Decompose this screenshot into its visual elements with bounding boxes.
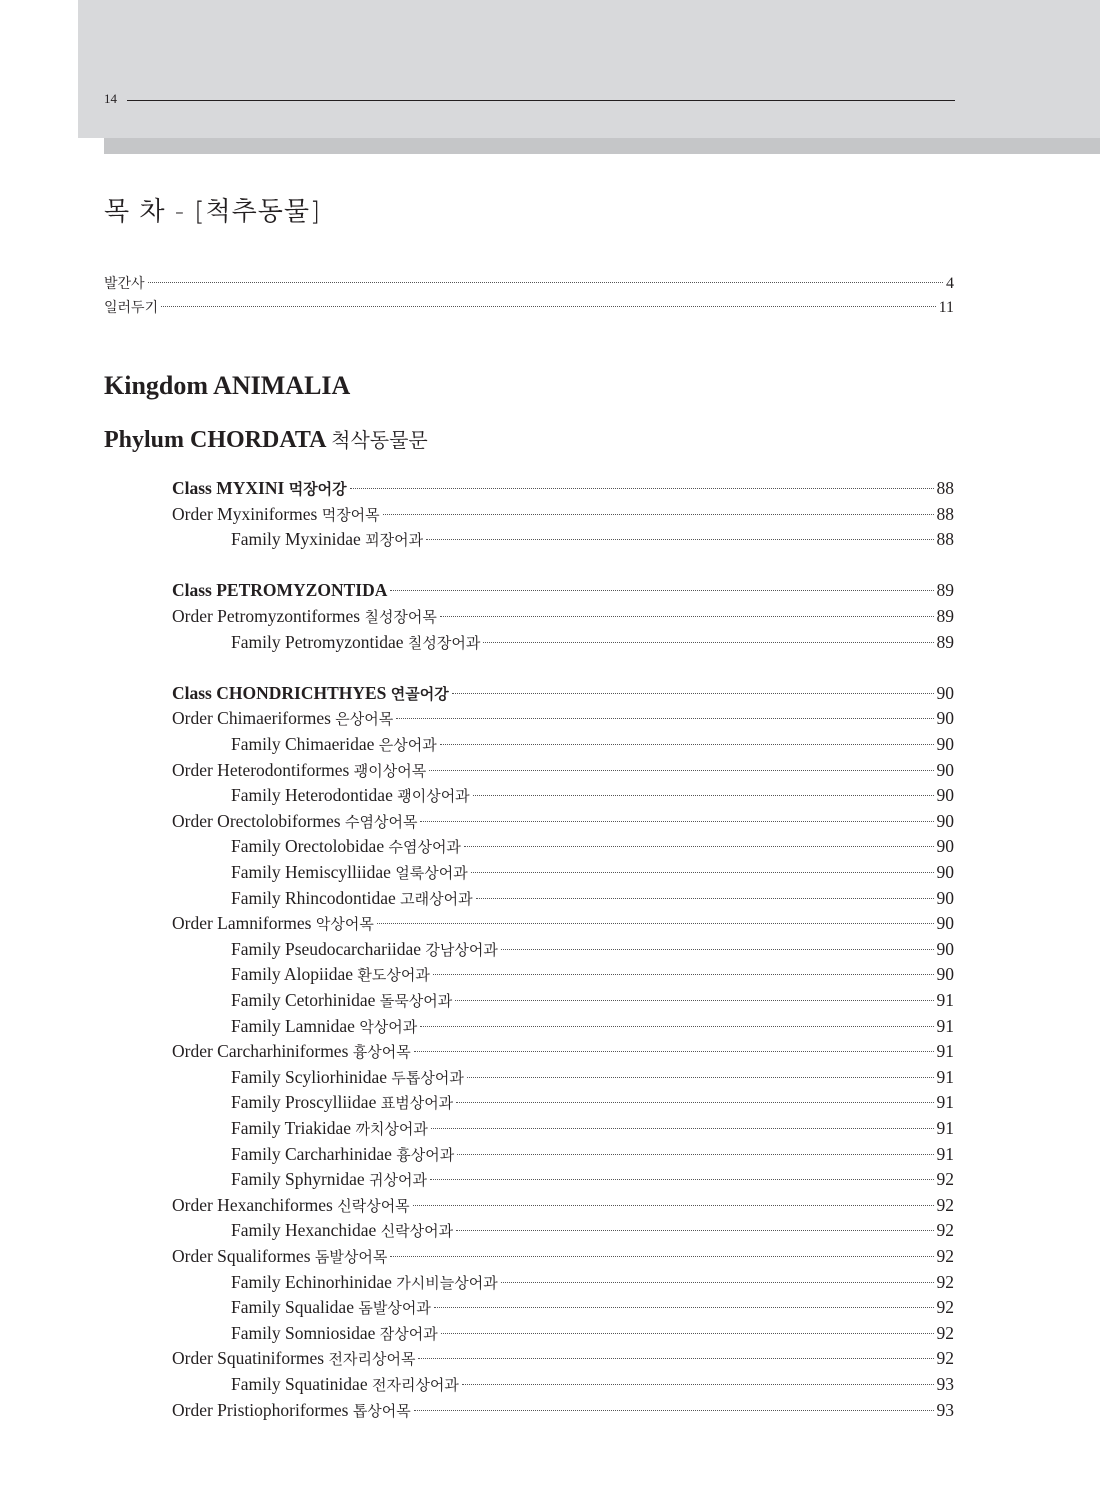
- dot-leader: [434, 1307, 934, 1308]
- toc-page: 89: [936, 580, 954, 600]
- toc-page: 92: [936, 1195, 954, 1215]
- toc-entry[interactable]: [231, 1372, 954, 1396]
- dot-leader: [456, 1102, 933, 1103]
- toc-page: 90: [936, 836, 954, 856]
- toc-entry-foreword[interactable]: [104, 272, 954, 296]
- toc-label: [172, 809, 417, 834]
- dot-leader: [462, 1384, 934, 1385]
- phylum-name: Phylum CHORDATA: [104, 427, 326, 453]
- toc-page: 91: [936, 1016, 954, 1036]
- taxon-korean-name: 연골어강: [390, 685, 449, 703]
- kingdom-heading: Kingdom ANIMALIA: [104, 371, 351, 400]
- taxon-name: Class PETROMYZONTIDA: [172, 580, 388, 600]
- toc-page: 90: [936, 785, 954, 805]
- toc-label: [231, 1295, 431, 1320]
- toc-page: 92: [936, 1246, 954, 1266]
- toc-label: [231, 1218, 453, 1243]
- toc-label: [231, 988, 452, 1013]
- toc-page: 90: [936, 888, 954, 908]
- taxon-name: Class MYXINI: [172, 478, 285, 498]
- toc-page: 90: [936, 862, 954, 882]
- taxon-korean-name: 칠성장어과: [407, 634, 481, 652]
- toc-entry[interactable]: [172, 1398, 954, 1422]
- dot-leader: [396, 718, 933, 719]
- toc-page: 88: [936, 504, 954, 524]
- toc-label: [231, 732, 437, 757]
- taxon-korean-name: 잠상어과: [379, 1325, 438, 1343]
- toc-page: 92: [936, 1272, 954, 1292]
- taxon-name: Family Chimaeridae: [231, 734, 375, 754]
- toc-entry[interactable]: [172, 604, 954, 628]
- dot-leader: [390, 590, 933, 591]
- phylum-korean: 척삭동물문: [331, 428, 428, 452]
- taxon-korean-name: 흉상어목: [352, 1043, 411, 1061]
- toc-entry[interactable]: [172, 1193, 954, 1217]
- toc-entry[interactable]: [231, 783, 954, 807]
- toc-page: 91: [936, 990, 954, 1010]
- taxon-korean-name: 돔발상어목: [314, 1248, 388, 1266]
- toc-entry[interactable]: [172, 758, 954, 782]
- toc-entry[interactable]: [231, 1065, 954, 1089]
- dot-leader: [452, 693, 934, 694]
- taxon-korean-name: 신락상어과: [380, 1222, 454, 1240]
- toc-entry[interactable]: [231, 527, 954, 551]
- toc-entry[interactable]: [172, 681, 954, 705]
- taxon-korean-name: 표범상어과: [380, 1094, 454, 1112]
- toc-entry[interactable]: [231, 1090, 954, 1114]
- dot-leader: [418, 1358, 933, 1359]
- taxon-korean-name: 얼룩상어과: [395, 864, 468, 882]
- toc-label: [172, 911, 374, 936]
- toc-label: [172, 1193, 410, 1218]
- toc-label: [231, 527, 423, 552]
- toc-label: [231, 1321, 438, 1346]
- toc-entry[interactable]: [172, 706, 954, 730]
- toc-label: [231, 886, 473, 911]
- taxon-name: Family Triakidae: [231, 1118, 352, 1138]
- toc-page: 91: [936, 1092, 954, 1112]
- taxon-name: Family Somniosidae: [231, 1323, 376, 1343]
- dot-leader: [420, 821, 933, 822]
- taxon-korean-name: 흉상어과: [396, 1146, 455, 1164]
- dot-leader: [429, 770, 933, 771]
- taxon-name: Family Rhincodontidae: [231, 888, 396, 908]
- dot-leader: [414, 1051, 934, 1052]
- toc-entry[interactable]: [231, 937, 954, 961]
- toc-label: [231, 1167, 427, 1192]
- toc-page: 91: [936, 1067, 954, 1087]
- taxon-name: Family Echinorhinidae: [231, 1272, 392, 1292]
- toc-page: 90: [936, 939, 954, 959]
- taxon-name: Family Carcharhinidae: [231, 1144, 392, 1164]
- taxon-name: Family Lamnidae: [231, 1016, 355, 1036]
- toc-page: 89: [936, 632, 954, 652]
- dot-leader: [464, 846, 934, 847]
- taxon-name: Order Chimaeriformes: [172, 708, 331, 728]
- taxon-name: Family Cetorhinidae: [231, 990, 376, 1010]
- phylum-heading: [104, 424, 428, 454]
- toc-page: 92: [936, 1323, 954, 1343]
- taxon-name: Family Squalidae: [231, 1297, 354, 1317]
- toc-label: [231, 1142, 454, 1167]
- taxon-name: Order Squatiniformes: [172, 1348, 325, 1368]
- taxon-korean-name: 은상어과: [378, 736, 437, 754]
- dot-leader: [440, 616, 934, 617]
- toc-entry[interactable]: [172, 1346, 954, 1370]
- toc-page: 90: [936, 964, 954, 984]
- taxon-name: Order Pristiophoriformes: [172, 1400, 349, 1420]
- toc-label: [172, 604, 437, 629]
- dot-leader: [383, 514, 934, 515]
- dot-leader: [457, 1154, 933, 1155]
- taxon-name: Family Scyliorhinidae: [231, 1067, 388, 1087]
- toc-entry[interactable]: [231, 886, 954, 910]
- taxon-korean-name: 먹장어강: [288, 480, 347, 498]
- taxon-korean-name: 전자리상어과: [371, 1376, 459, 1394]
- page-title: 목 차 - [척추동물]: [104, 197, 322, 227]
- taxon-korean-name: 먹장어목: [321, 506, 380, 524]
- taxon-korean-name: 은상어목: [335, 710, 394, 728]
- toc-label: [172, 681, 449, 706]
- taxon-korean-name: 돌묵상어과: [379, 992, 453, 1010]
- toc-page: 93: [936, 1374, 954, 1394]
- toc-entry[interactable]: [231, 1321, 954, 1345]
- toc-page: 90: [936, 683, 954, 703]
- toc-page: 92: [936, 1348, 954, 1368]
- taxon-name: Family Pseudocarchariidae: [231, 939, 422, 959]
- toc-entry[interactable]: [231, 1014, 954, 1038]
- dot-leader: [350, 488, 934, 489]
- toc-entry[interactable]: [172, 911, 954, 935]
- toc-label: [231, 1065, 464, 1090]
- taxon-name: Family Orectolobidae: [231, 836, 385, 856]
- toc-entry[interactable]: [172, 578, 954, 602]
- toc-entry[interactable]: [231, 1116, 954, 1140]
- dot-leader: [148, 282, 943, 283]
- toc-label: [172, 1244, 387, 1269]
- toc-label: [231, 783, 470, 808]
- toc-page: 88: [936, 529, 954, 549]
- taxon-korean-name: 수염상어과: [388, 838, 461, 856]
- toc-entry[interactable]: [172, 502, 954, 526]
- toc-label: [231, 860, 468, 885]
- toc-page: 4: [946, 275, 954, 292]
- taxon-korean-name: 귀상어과: [369, 1171, 428, 1189]
- toc-label: [231, 1014, 417, 1039]
- toc-page: 91: [936, 1041, 954, 1061]
- toc-page: 90: [936, 913, 954, 933]
- dot-leader: [471, 872, 934, 873]
- dot-leader: [467, 1077, 934, 1078]
- toc-entry[interactable]: [231, 860, 954, 884]
- taxon-korean-name: 괭이상어과: [397, 787, 470, 805]
- taxon-name: Family Myxinidae: [231, 529, 361, 549]
- toc-page: 90: [936, 708, 954, 728]
- toc-entry[interactable]: [172, 809, 954, 833]
- taxon-korean-name: 까치상어과: [355, 1120, 428, 1138]
- toc-page: 88: [936, 478, 954, 498]
- toc-entry[interactable]: [231, 834, 954, 858]
- toc-entry[interactable]: [231, 1142, 954, 1166]
- toc-label: [172, 502, 380, 527]
- taxon-korean-name: 가시비늘상어과: [396, 1274, 498, 1292]
- header-shadow: [104, 138, 1100, 154]
- toc-page: 90: [936, 760, 954, 780]
- taxon-name: Order Petromyzontiformes: [172, 606, 361, 626]
- dot-leader: [413, 1205, 934, 1206]
- taxon-name: Family Sphyrnidae: [231, 1169, 365, 1189]
- taxon-korean-name: 톱상어목: [352, 1402, 411, 1420]
- toc-entry[interactable]: [231, 1167, 954, 1191]
- toc-page: 92: [936, 1297, 954, 1317]
- toc-label: [172, 578, 387, 602]
- dot-leader: [433, 974, 934, 975]
- taxon-korean-name: 수염상어목: [345, 813, 418, 831]
- toc-page: 91: [936, 1144, 954, 1164]
- dot-leader: [161, 306, 935, 307]
- dot-leader: [420, 1026, 933, 1027]
- dot-leader: [476, 898, 934, 899]
- toc-page: 90: [936, 734, 954, 754]
- page-number: 14: [104, 91, 117, 106]
- taxon-name: Family Squatinidae: [231, 1374, 368, 1394]
- toc-label: [231, 1116, 428, 1141]
- toc-page: 93: [936, 1400, 954, 1420]
- dot-leader: [426, 539, 933, 540]
- taxon-korean-name: 강남상어과: [425, 941, 498, 959]
- toc-entry[interactable]: [231, 630, 954, 654]
- toc-entry[interactable]: [172, 1244, 954, 1268]
- toc-page: 92: [936, 1220, 954, 1240]
- taxon-korean-name: 고래상어과: [400, 890, 473, 908]
- taxon-korean-name: 돔발상어과: [358, 1299, 431, 1317]
- taxon-name: Family Proscylliidae: [231, 1092, 377, 1112]
- dot-leader: [440, 744, 934, 745]
- dot-leader: [483, 642, 933, 643]
- dot-leader: [390, 1256, 933, 1257]
- taxon-name: Family Heterodontidae: [231, 785, 393, 805]
- dot-leader: [377, 923, 934, 924]
- taxon-name: Family Alopiidae: [231, 964, 354, 984]
- dot-leader: [441, 1333, 934, 1334]
- dot-leader: [501, 1282, 934, 1283]
- toc-page: 92: [936, 1169, 954, 1189]
- toc-label: [231, 834, 461, 859]
- taxon-name: Order Orectolobiformes: [172, 811, 341, 831]
- taxon-name: Class CHONDRICHTHYES: [172, 683, 387, 703]
- toc-page: 91: [936, 1118, 954, 1138]
- dot-leader: [431, 1128, 934, 1129]
- dot-leader: [456, 1230, 933, 1231]
- toc-page: 90: [936, 811, 954, 831]
- toc-label: [231, 1090, 453, 1115]
- taxon-korean-name: 칠성장어목: [364, 608, 437, 626]
- taxon-name: Order Myxiniformes: [172, 504, 318, 524]
- toc-label: [231, 937, 498, 962]
- toc-entry[interactable]: [231, 988, 954, 1012]
- taxon-korean-name: 악상어과: [359, 1018, 418, 1036]
- dot-leader: [501, 949, 934, 950]
- toc-label: [231, 1372, 459, 1397]
- toc-entry[interactable]: [231, 1295, 954, 1319]
- toc-label: [172, 476, 347, 501]
- header-band: [78, 0, 1100, 138]
- taxon-korean-name: 악상어목: [315, 915, 374, 933]
- toc-label: [172, 758, 426, 783]
- toc-entry[interactable]: [172, 1039, 954, 1063]
- toc-entry[interactable]: [231, 732, 954, 756]
- taxon-name: Order Heterodontiformes: [172, 760, 350, 780]
- taxon-korean-name: 두톱상어과: [391, 1069, 464, 1087]
- toc-entry-guide[interactable]: [104, 296, 954, 320]
- taxon-name: Family Hexanchidae: [231, 1220, 377, 1240]
- dot-leader: [430, 1179, 933, 1180]
- toc-label: [172, 1398, 411, 1423]
- taxon-korean-name: 전자리상어목: [328, 1350, 416, 1368]
- toc-label: 일러두기: [104, 300, 159, 316]
- taxon-name: Order Hexanchiformes: [172, 1195, 333, 1215]
- taxon-korean-name: 환도상어과: [357, 966, 430, 984]
- toc-label: 발간사: [104, 276, 145, 292]
- toc-entry[interactable]: [231, 1218, 954, 1242]
- toc-label: [172, 706, 393, 731]
- dot-leader: [455, 1000, 933, 1001]
- taxon-name: Family Petromyzontidae: [231, 632, 404, 652]
- toc-label: [231, 1270, 498, 1295]
- taxon-name: Order Lamniformes: [172, 913, 312, 933]
- toc-label: [231, 630, 480, 655]
- taxon-korean-name: 괭이상어목: [353, 762, 427, 780]
- dot-leader: [414, 1410, 934, 1411]
- taxon-name: Order Carcharhiniformes: [172, 1041, 349, 1061]
- taxon-korean-name: 신락상어목: [337, 1197, 410, 1215]
- toc-label: [172, 1039, 411, 1064]
- toc-label: [172, 1346, 415, 1371]
- header-rule: [127, 100, 955, 101]
- toc-page: 89: [936, 606, 954, 626]
- taxon-name: Order Squaliformes: [172, 1246, 311, 1266]
- taxon-name: Family Hemiscylliidae: [231, 862, 391, 882]
- toc-entry[interactable]: [231, 1270, 954, 1294]
- toc-entry[interactable]: [172, 476, 954, 500]
- toc-label: [231, 962, 430, 987]
- dot-leader: [473, 795, 934, 796]
- toc-entry[interactable]: [231, 962, 954, 986]
- toc-page: 11: [938, 299, 954, 316]
- taxon-korean-name: 꾀장어과: [365, 531, 424, 549]
